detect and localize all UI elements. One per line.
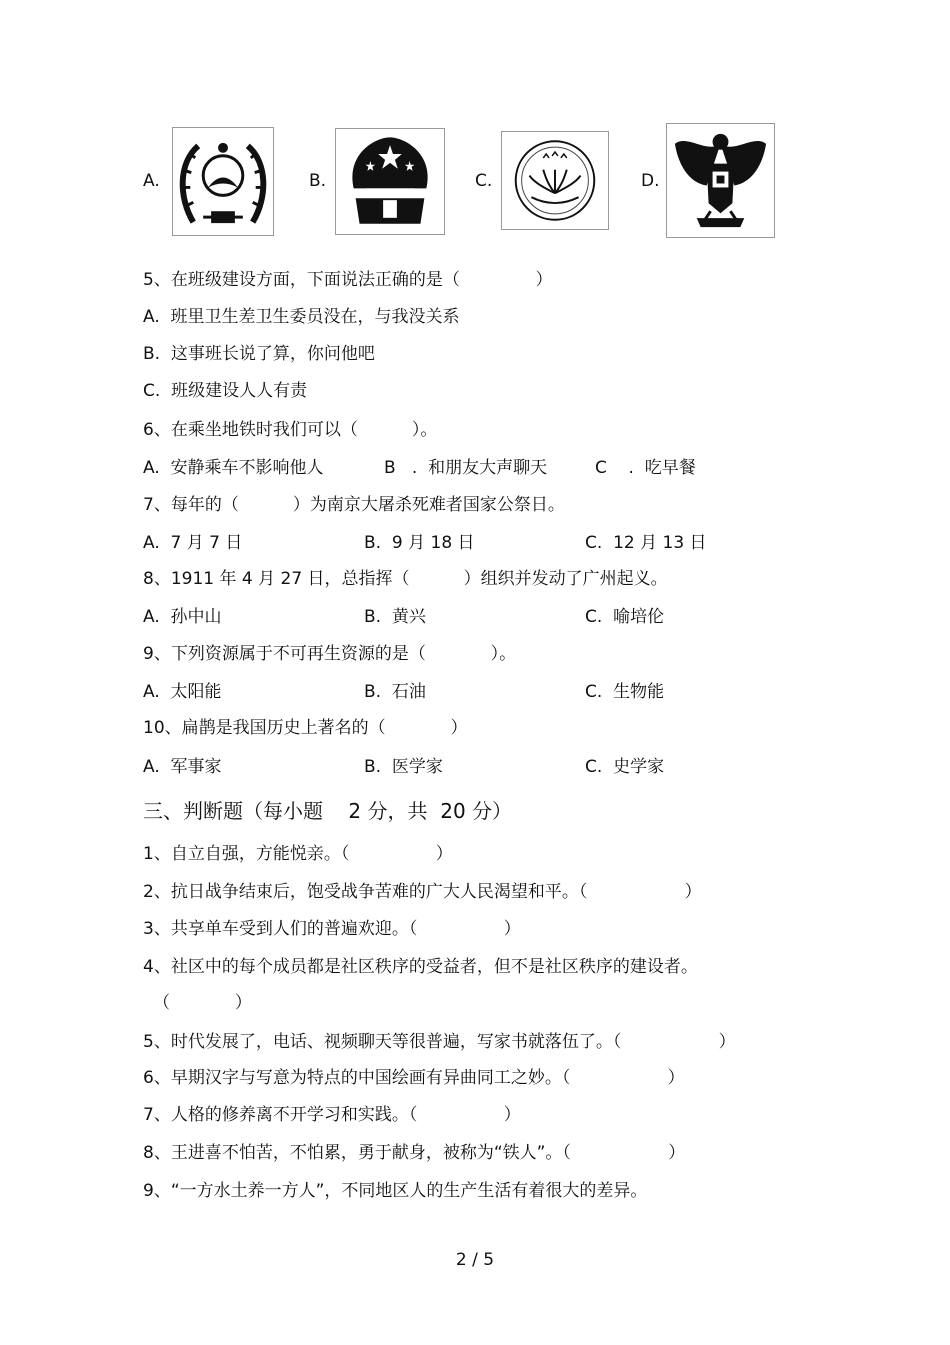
question-9-option-a: A. 太阳能 bbox=[143, 682, 222, 702]
question-5-option-a: A. 班里卫生差卫生委员没在，与我没关系 bbox=[143, 307, 460, 327]
judgment-item-1: 1、自立自强，方能悦亲。（ ） bbox=[143, 844, 453, 864]
question-5-option-b: B. 这事班长说了算，你问他吧 bbox=[143, 344, 375, 364]
judgment-item-6: 6、早期汉字与写意为特点的中国绘画有异曲同工之妙。（ ） bbox=[143, 1068, 685, 1088]
question-6-stem: 6、在乘坐地铁时我们可以（ ）。 bbox=[143, 420, 438, 440]
judgment-item-7: 7、人格的修养离不开学习和实践。（ ） bbox=[143, 1105, 521, 1125]
question-8-option-b: B. 黄兴 bbox=[364, 607, 426, 627]
judgment-item-4: 4、社区中的每个成员都是社区秩序的受益者，但不是社区秩序的建设者。 bbox=[143, 957, 698, 977]
option-c-label: C. bbox=[475, 171, 493, 191]
question-7-option-a: A. 7 月 7 日 bbox=[143, 533, 243, 553]
question-7-option-b: B. 9 月 18 日 bbox=[364, 533, 475, 553]
question-9-option-c: C. 生物能 bbox=[585, 682, 665, 702]
question-7-stem: 7、每年的（ ）为南京大屠杀死难者国家公祭日。 bbox=[143, 495, 565, 515]
question-10-option-c: C. 史学家 bbox=[585, 757, 665, 777]
judgment-item-2: 2、抗日战争结束后，饱受战争苦难的广大人民渴望和平。（ ） bbox=[143, 882, 702, 902]
china-emblem-icon bbox=[335, 128, 445, 235]
judgment-item-4-blank: （ ） bbox=[153, 993, 252, 1013]
section-3-heading: 三、判断题（每小题 2 分，共 20 分） bbox=[143, 799, 513, 823]
option-b-label: B. bbox=[309, 171, 327, 191]
page-number: 2 / 5 bbox=[455, 1250, 495, 1270]
bangladesh-emblem-icon bbox=[501, 131, 609, 230]
question-5-option-c: C. 班级建设人人有责 bbox=[143, 381, 308, 401]
option-a-label: A. bbox=[143, 171, 160, 191]
question-10-stem: 10、扁鹊是我国历史上著名的（ ） bbox=[143, 718, 468, 738]
question-8-option-c: C. 喻培伦 bbox=[585, 607, 665, 627]
question-6-option-a: A. 安静乘车不影响他人 bbox=[143, 458, 324, 478]
question-8-option-a: A. 孙中山 bbox=[143, 607, 222, 627]
judgment-item-9: 9、“一方水土养一方人”，不同地区人的生产生活有着很大的差异。 bbox=[143, 1181, 648, 1201]
judgment-item-8: 8、王进喜不怕苦，不怕累，勇于献身，被称为“铁人”。（ ） bbox=[143, 1143, 686, 1163]
question-10-option-b: B. 医学家 bbox=[364, 757, 443, 777]
uzbekistan-emblem-icon bbox=[172, 127, 274, 236]
question-5-stem: 5、在班级建设方面，下面说法正确的是（ ） bbox=[143, 270, 553, 290]
question-7-option-c: C. 12 月 13 日 bbox=[585, 533, 707, 553]
question-6-option-c: C . 吃早餐 bbox=[595, 458, 696, 478]
question-9-stem: 9、下列资源属于不可再生资源的是（ ）。 bbox=[143, 644, 517, 664]
judgment-item-3: 3、共享单车受到人们的普遍欢迎。（ ） bbox=[143, 919, 521, 939]
question-9-option-b: B. 石油 bbox=[364, 682, 426, 702]
option-d-label: D. bbox=[641, 171, 660, 191]
eagle-emblem-icon bbox=[666, 123, 775, 238]
question-8-stem: 8、1911 年 4 月 27 日，总指挥（ ）组织并发动了广州起义。 bbox=[143, 569, 668, 589]
judgment-item-5: 5、时代发展了，电话、视频聊天等很普遍，写家书就落伍了。（ ） bbox=[143, 1032, 736, 1052]
question-10-option-a: A. 军事家 bbox=[143, 757, 222, 777]
question-6-option-b: B . 和朋友大声聊天 bbox=[384, 458, 548, 478]
